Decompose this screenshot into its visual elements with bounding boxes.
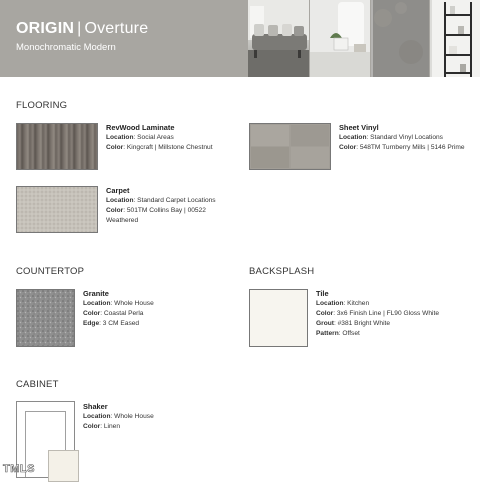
pattern-label: Pattern: [316, 330, 339, 337]
location-value: : Standard Carpet Locations: [133, 197, 216, 204]
location-value: : Standard Vinyl Locations: [366, 134, 443, 141]
location-label: Location: [339, 134, 367, 141]
linen-color-swatch: [48, 450, 79, 482]
color-value: : Coastal Perla: [100, 310, 144, 317]
shaker-details: [83, 402, 233, 432]
edge-value: : 3 CM Eased: [99, 320, 140, 327]
color-label: Color: [339, 144, 357, 151]
location-label: Location: [83, 300, 111, 307]
item-name: Sheet Vinyl: [339, 123, 379, 132]
kitchen-counter-photo: [310, 0, 370, 77]
tile-details: [316, 289, 478, 339]
location-label: Location: [106, 134, 134, 141]
location-label: Location: [83, 413, 111, 420]
section-title-flooring: FLOORING: [16, 100, 68, 111]
title-separator: |: [77, 20, 82, 37]
section-title-cabinet: CABINET: [16, 379, 59, 390]
tile-swatch: [249, 289, 308, 347]
revwood-laminate-details: [106, 123, 246, 153]
section-title-countertop: COUNTERTOP: [16, 266, 85, 277]
carpet-swatch: [16, 186, 98, 233]
color-label: Color: [83, 423, 101, 430]
color-label: Color: [316, 310, 334, 317]
pattern-value: : Offset: [338, 330, 360, 337]
collection-title: [16, 20, 148, 38]
item-name: RevWood Laminate: [106, 123, 175, 132]
item-name: Granite: [83, 289, 109, 298]
color-label: Color: [106, 207, 124, 214]
brand-name: ORIGIN: [16, 20, 75, 37]
grout-label: Grout: [316, 320, 334, 327]
location-label: Location: [106, 197, 134, 204]
collection-subtitle: Monochromatic Modern: [16, 42, 116, 53]
granite-details: [83, 289, 233, 329]
living-room-photo: [248, 0, 309, 77]
edge-label: Edge: [83, 320, 100, 327]
shelving-photo: [430, 0, 480, 77]
location-value: : Whole House: [110, 300, 154, 307]
color-value: : Linen: [100, 423, 121, 430]
mls-watermark-logo: TMLS: [3, 463, 35, 475]
carpet-details: [106, 186, 236, 226]
location-value: : Whole House: [110, 413, 154, 420]
item-name: Shaker: [83, 402, 108, 411]
stone-texture-photo: [371, 0, 429, 77]
location-value: : Kitchen: [343, 300, 370, 307]
color-value: : 3x6 Finish Line | FL90 Gloss White: [333, 310, 440, 317]
collection-name: Overture: [84, 20, 149, 37]
color-label: Color: [83, 310, 101, 317]
location-label: Location: [316, 300, 344, 307]
color-value: : 501TM Collins Bay | 00522 Weathered: [106, 207, 206, 224]
location-value: : Social Areas: [133, 134, 174, 141]
sheet-vinyl-swatch: [249, 123, 331, 170]
sheet-vinyl-details: [339, 123, 479, 153]
color-label: Color: [106, 144, 124, 151]
section-title-backsplash: BACKSPLASH: [249, 266, 315, 277]
granite-swatch: [16, 289, 75, 347]
item-name: Tile: [316, 289, 329, 298]
color-value: : Kingcraft | Millstone Chestnut: [123, 144, 213, 151]
revwood-laminate-swatch: [16, 123, 98, 170]
grout-value: : #381 Bright White: [333, 320, 391, 327]
item-name: Carpet: [106, 186, 130, 195]
color-value: : 548TM Turnberry Mills | 5146 Prime: [356, 144, 465, 151]
